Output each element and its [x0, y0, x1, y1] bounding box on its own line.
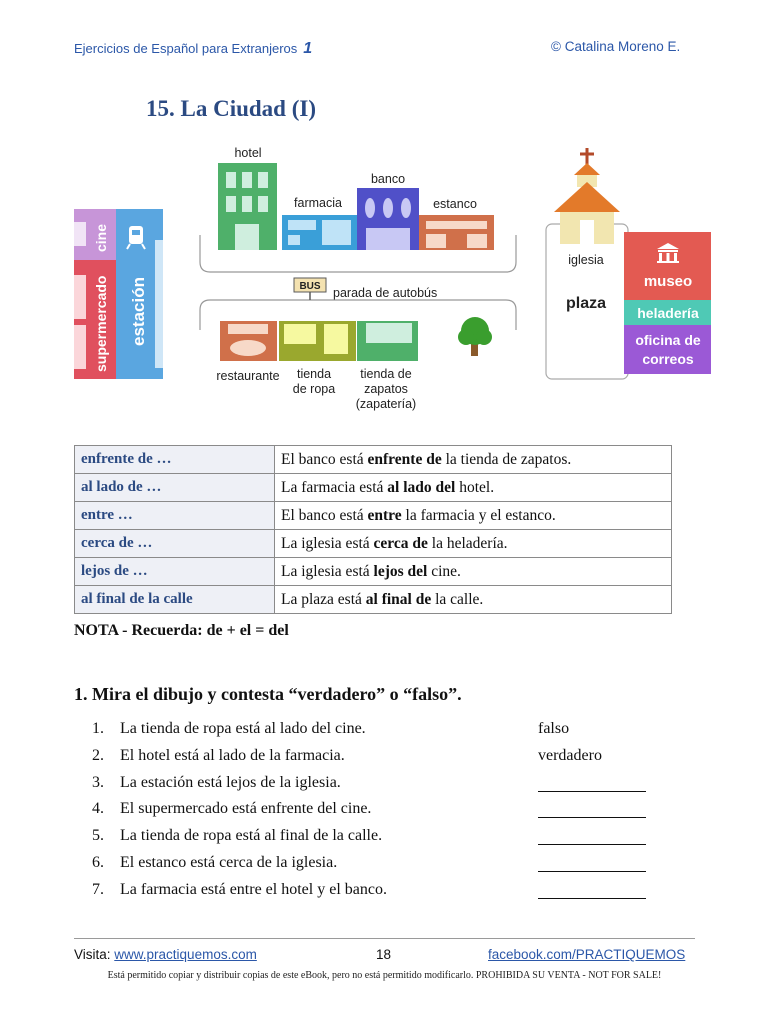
question-answer: falso	[538, 720, 570, 737]
page-title: 15. La Ciudad (I)	[146, 96, 316, 121]
preposition-key: al lado de …	[75, 474, 275, 502]
farmacia-building	[282, 215, 357, 250]
question-number: 3.	[92, 773, 104, 791]
preposition-key: al final de la calle	[75, 586, 275, 614]
restaurante-label: restaurante	[216, 369, 280, 383]
farmacia-label: farmacia	[294, 196, 342, 210]
question-number: 6.	[92, 854, 104, 871]
example-pre: La plaza está	[281, 590, 366, 608]
preposition-row	[75, 446, 672, 474]
bus-sign-label: BUS	[299, 281, 321, 292]
answer-blank[interactable]	[538, 791, 646, 792]
example-bold: al final de	[365, 590, 432, 608]
footer-facebook-link[interactable]: facebook.com/PRACTIQUEMOS	[488, 947, 686, 962]
question-item	[92, 720, 692, 742]
page-number: 18	[376, 947, 392, 962]
banco-building	[357, 188, 419, 250]
example-post: hotel.	[455, 478, 495, 496]
question-item	[92, 854, 692, 876]
header-copyright: © Catalina Moreno E.	[551, 39, 681, 54]
question-text: El estanco está cerca de la iglesia.	[120, 854, 338, 871]
preposition-example	[275, 502, 672, 530]
zapateria-label-2: zapatos	[364, 382, 408, 396]
header-book-title: Ejercicios de Español para Extranjeros	[74, 41, 298, 56]
example-pre: El banco está	[281, 450, 368, 468]
question-number: 7.	[92, 880, 104, 898]
tienda-ropa-label-1: tienda	[296, 367, 332, 381]
museo-label: museo	[643, 273, 693, 290]
preposition-key: lejos de …	[75, 558, 275, 586]
tienda-ropa-building	[279, 321, 356, 361]
question-text: La tienda de ropa está al final de la calle.	[120, 827, 383, 845]
preposition-example	[275, 530, 672, 558]
banco-label: banco	[370, 172, 406, 186]
estacion-label: estación	[129, 277, 148, 346]
question-answer: verdadero	[538, 746, 602, 764]
header-title	[74, 40, 312, 58]
preposition-example	[275, 558, 672, 586]
example-pre: La iglesia está	[281, 534, 374, 552]
preposition-row	[75, 530, 672, 558]
question-item	[92, 881, 692, 903]
answer-blank[interactable]	[538, 844, 646, 845]
preposition-key: enfrente de …	[75, 446, 275, 474]
answer-blank[interactable]	[538, 898, 646, 899]
question-item	[92, 800, 692, 822]
example-pre: La iglesia está	[281, 562, 374, 580]
preposition-row	[75, 474, 672, 502]
oficina-label-2: correos	[642, 351, 694, 367]
nota-text: NOTA - Recuerda: de + el = del	[74, 622, 289, 639]
preposition-example	[275, 446, 672, 474]
zapateria-label-1: tienda de	[360, 367, 412, 381]
example-bold: entre	[367, 506, 402, 524]
preposition-row	[75, 502, 672, 530]
oficina-label-1: oficina de	[635, 332, 701, 348]
question-number: 1.	[92, 720, 104, 737]
question-number: 2.	[92, 746, 104, 764]
preposition-key: entre …	[75, 502, 275, 530]
footer-visit-label: Visita:	[74, 947, 115, 962]
preposition-row	[75, 558, 672, 586]
prepositions-table	[74, 445, 672, 614]
question-text: La tienda de ropa está al lado del cine.	[120, 720, 366, 737]
example-post: la heladería.	[427, 534, 508, 552]
answer-blank[interactable]	[538, 817, 646, 818]
question-item	[92, 774, 692, 796]
question-text: El supermercado está enfrente del cine.	[120, 800, 372, 818]
preposition-example	[275, 586, 672, 614]
question-text: El hotel está al lado de la farmacia.	[120, 746, 345, 764]
hotel-building	[218, 163, 277, 250]
plaza-label: plaza	[565, 295, 607, 312]
heladeria-label: heladería	[637, 305, 699, 321]
footer-divider	[74, 938, 695, 939]
question-text: La estación está lejos de la iglesia.	[120, 773, 341, 791]
question-text: La farmacia está entre el hotel y el banco.	[120, 880, 387, 898]
city-illustration	[70, 140, 715, 415]
footer-legal-notice: Está permitido copiar y distribuir copias de este eBook, pero no está permitido modificarlo. PROHIBIDA SU VENTA - NOT FOR SALE!	[107, 970, 662, 981]
preposition-key: cerca de …	[75, 530, 275, 558]
tree-icon	[458, 317, 492, 356]
example-bold: enfrente de	[367, 450, 442, 468]
zapateria-building	[357, 321, 418, 361]
example-bold: cerca de	[373, 534, 428, 552]
hotel-label: hotel	[234, 146, 262, 160]
iglesia-building	[554, 148, 620, 244]
question-item	[92, 827, 692, 849]
footer-visit	[74, 947, 257, 962]
exercise-title: 1. Mira el dibujo y contesta “verdadero” o “falso”.	[74, 684, 462, 704]
supermercado-label: supermercado	[93, 275, 109, 372]
zapateria-label-3: (zapatería)	[355, 397, 417, 411]
answer-blank[interactable]	[538, 871, 646, 872]
example-bold: lejos del	[373, 562, 428, 580]
preposition-row	[75, 586, 672, 614]
example-pre: El banco está	[281, 506, 368, 524]
question-number: 5.	[92, 827, 104, 845]
question-number: 4.	[92, 800, 104, 818]
parada-label: parada de autobús	[333, 286, 438, 300]
footer-website-link[interactable]: www.practiquemos.com	[114, 947, 257, 962]
example-post: la calle.	[431, 590, 484, 608]
tienda-ropa-label-2: de ropa	[292, 382, 336, 396]
restaurante-building	[220, 321, 277, 361]
question-item	[92, 747, 692, 769]
example-pre: La farmacia está	[281, 478, 388, 496]
example-post: la tienda de zapatos.	[441, 450, 572, 468]
estanco-label: estanco	[433, 197, 477, 211]
header-volume-number: 1	[303, 40, 313, 57]
example-post: la farmacia y el estanco.	[401, 506, 556, 524]
iglesia-label: iglesia	[568, 253, 604, 267]
cine-label: cine	[93, 223, 109, 252]
estanco-building	[419, 215, 494, 250]
example-post: cine.	[427, 562, 461, 580]
example-bold: al lado del	[387, 478, 456, 496]
preposition-example	[275, 474, 672, 502]
